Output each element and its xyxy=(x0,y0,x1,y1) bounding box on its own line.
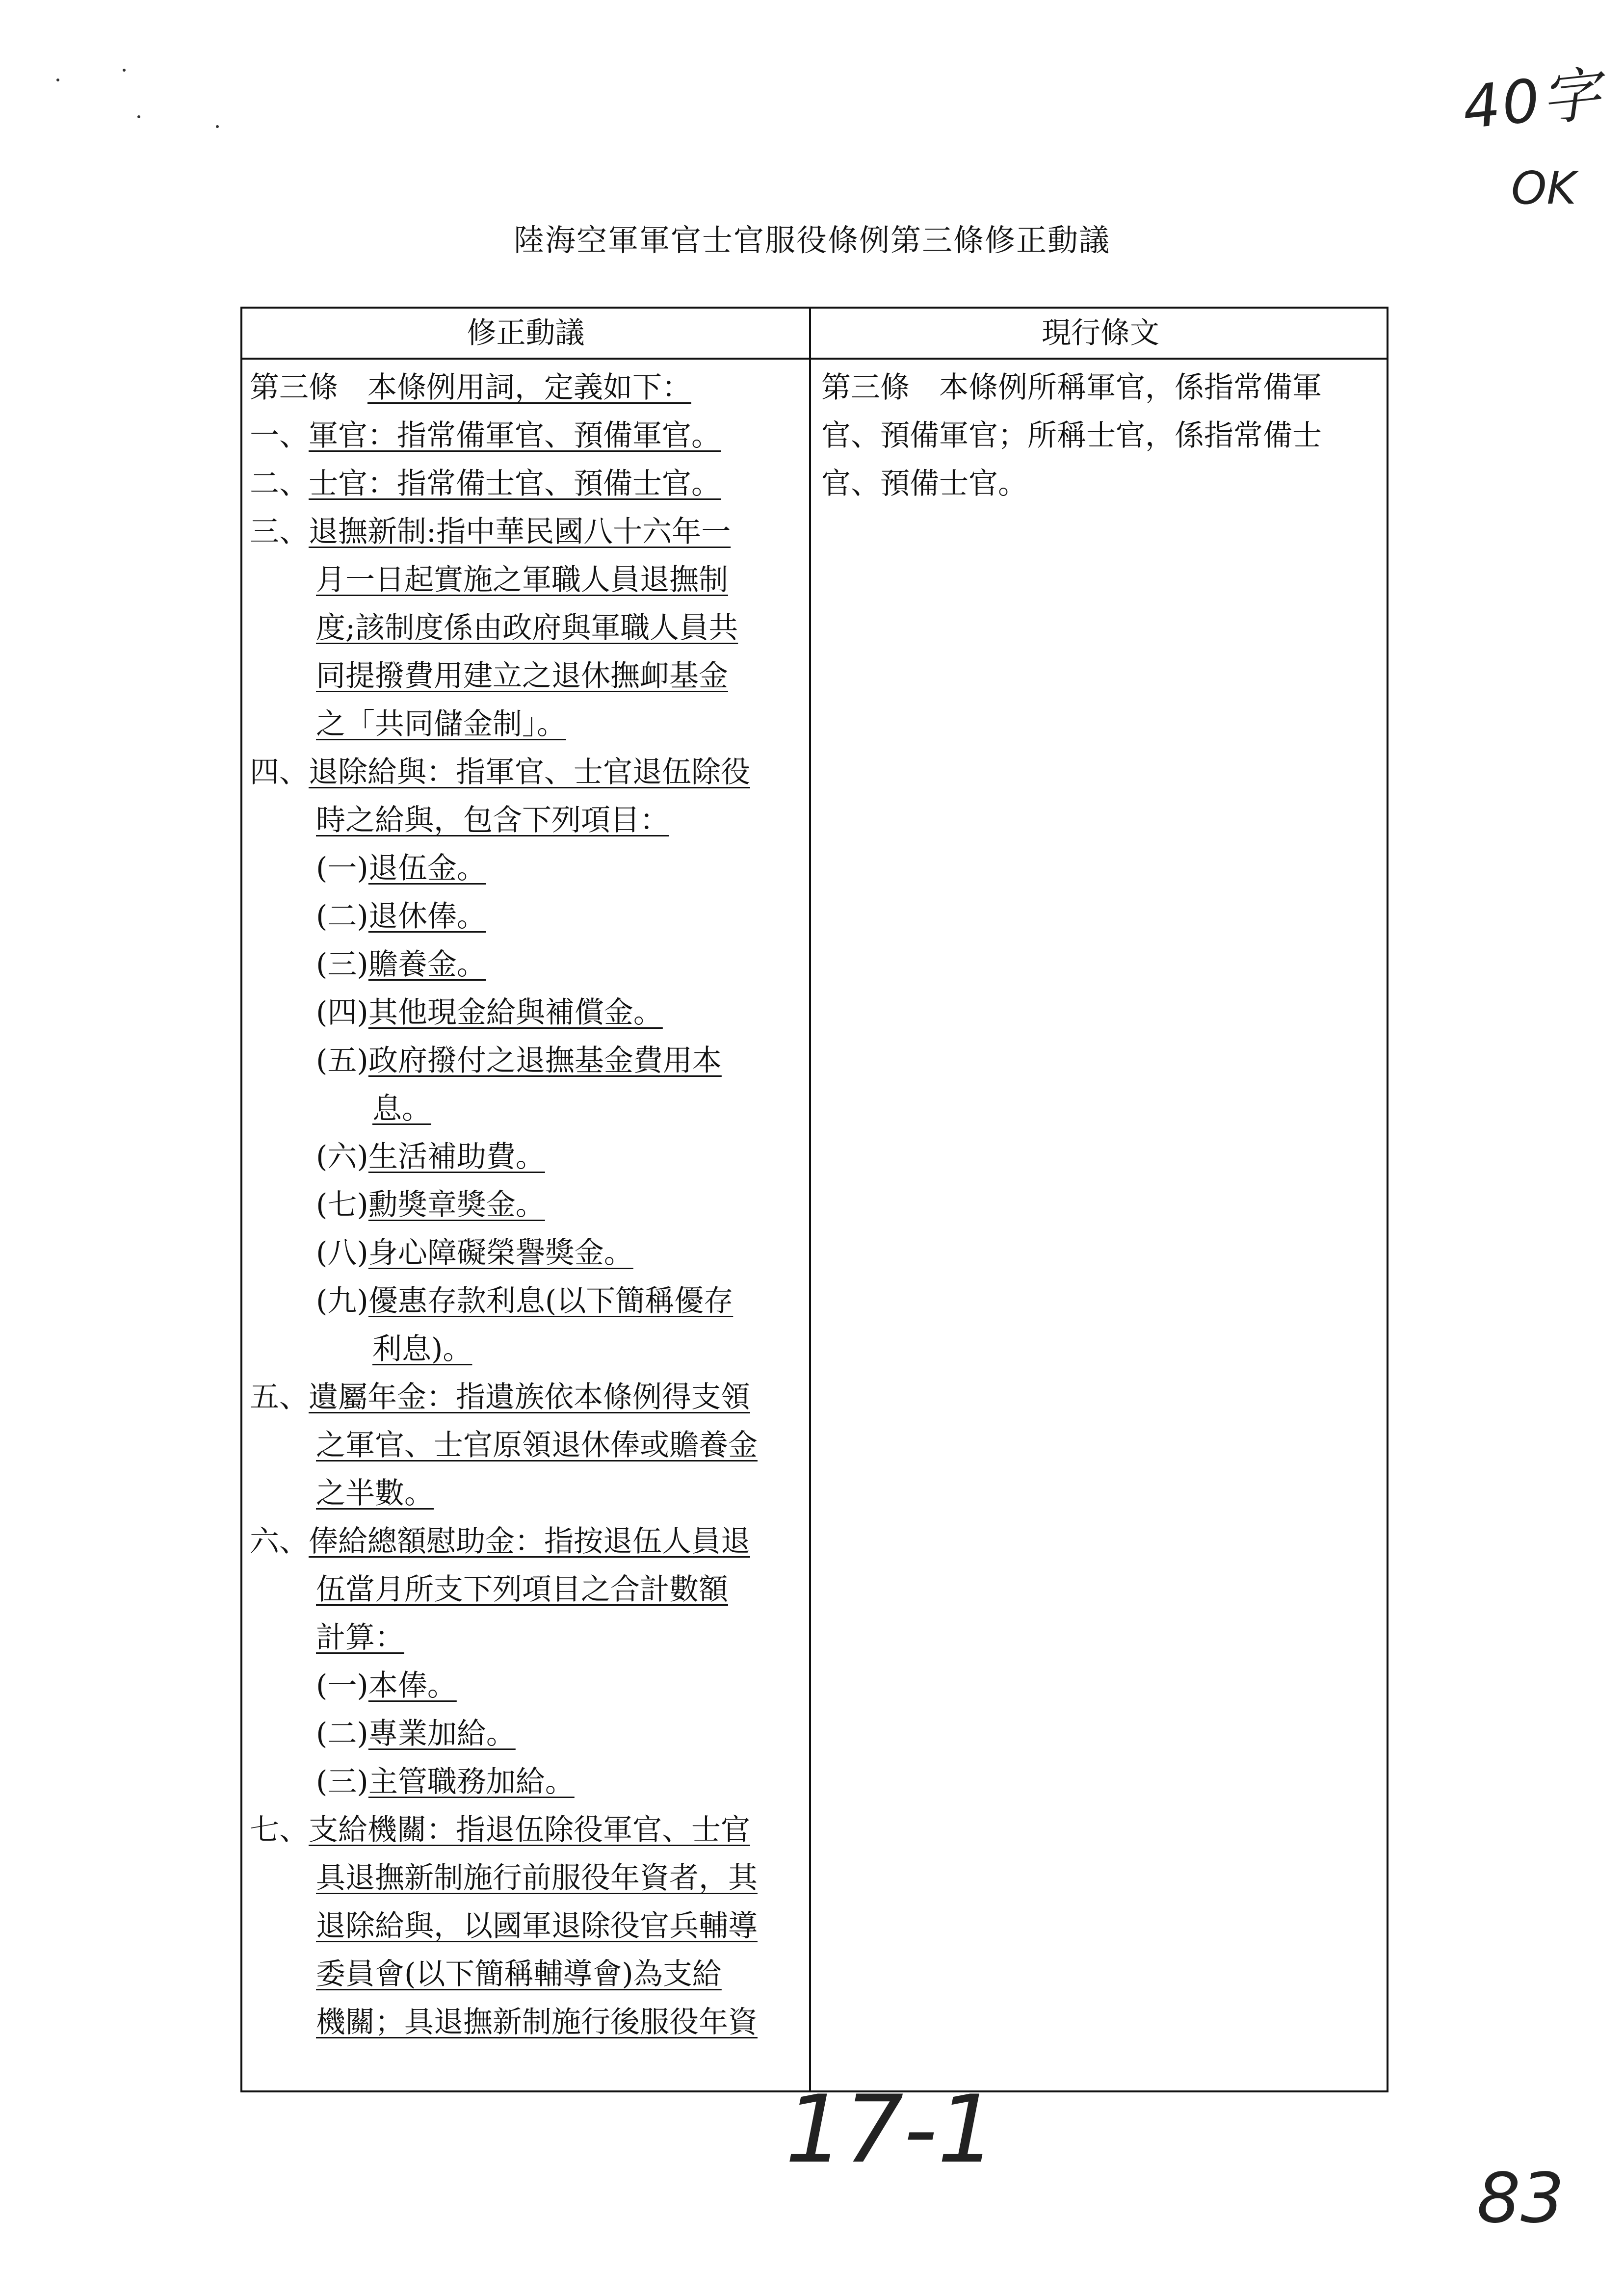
scan-speck xyxy=(56,78,59,81)
handwritten-note-word-count: 40字 xyxy=(1459,60,1606,143)
item-continuation: 退除給與，以國軍退除役官兵輔導 xyxy=(316,1909,758,1943)
scan-speck xyxy=(123,69,126,72)
current-article-label: 第三條 xyxy=(821,370,910,405)
subitem-line: (六)生活補助費。 xyxy=(316,1140,545,1174)
item-continuation: 具退撫新制施行前服役年資者，其 xyxy=(316,1861,758,1895)
subitem-continuation: 利息)。 xyxy=(372,1332,472,1366)
header-amendment: 修正動議 xyxy=(467,316,585,350)
article-label: 第三條 xyxy=(250,370,338,405)
subitem-line: (七)勳獎章獎金。 xyxy=(316,1188,545,1222)
item-continuation: 伍當月所支下列項目之合計數額 xyxy=(316,1572,728,1607)
amendment-column xyxy=(250,364,804,2046)
scan-speck xyxy=(216,125,219,128)
subitem-line: (三)主管職務加給。 xyxy=(316,1765,575,1799)
item-continuation: 時之給與，包含下列項目： xyxy=(316,803,669,837)
header-current-text: 現行條文 xyxy=(1042,316,1159,350)
item-line: 三、退撫新制:指中華民國八十六年一 xyxy=(250,515,731,549)
item-line: 五、遺屬年金：指遺族依本條例得支領 xyxy=(250,1380,750,1414)
table-header-divider xyxy=(242,358,1387,360)
item-line: 二、士官：指常備士官、預備士官。 xyxy=(250,467,721,501)
subitem-continuation: 息。 xyxy=(372,1092,431,1126)
subitem-line: (五)政府撥付之退撫基金費用本 xyxy=(316,1044,722,1078)
subitem-line: (一)退伍金。 xyxy=(316,851,486,886)
current-article-line: 官、預備士官。 xyxy=(821,467,1027,501)
current-text-column xyxy=(821,364,1371,508)
comparison-table xyxy=(240,307,1388,2092)
item-continuation: 同提撥費用建立之退休撫卹基金 xyxy=(316,659,728,693)
scan-speck xyxy=(137,115,140,118)
item-line: 四、退除給與：指軍官、士官退伍除役 xyxy=(250,755,750,789)
item-continuation: 機關；具退撫新制施行後服役年資 xyxy=(316,2005,758,2039)
subitem-line: (四)其他現金給與補償金。 xyxy=(316,995,663,1030)
item-continuation: 之「共同儲金制」。 xyxy=(316,707,566,741)
item-continuation: 委員會(以下簡稱輔導會)為支給 xyxy=(316,1957,722,1991)
item-line: 七、支給機關：指退伍除役軍官、士官 xyxy=(250,1813,750,1847)
item-continuation: 之軍官、士官原領退休俸或贍養金 xyxy=(316,1428,758,1462)
subitem-line: (八)身心障礙榮譽獎金。 xyxy=(316,1236,633,1270)
item-line: 一、軍官：指常備軍官、預備軍官。 xyxy=(250,418,721,453)
subitem-line: (二)專業加給。 xyxy=(316,1717,516,1751)
article-intro: 本條例用詞，定義如下： xyxy=(367,370,691,405)
item-continuation: 之半數。 xyxy=(316,1476,434,1511)
subitem-line: (二)退休俸。 xyxy=(316,899,486,934)
subitem-line: (三)贍養金。 xyxy=(316,947,486,982)
item-continuation: 度;該制度係由政府與軍職人員共 xyxy=(316,611,738,645)
item-continuation: 月一日起實施之軍職人員退撫制 xyxy=(316,563,728,597)
item-line: 六、俸給總額慰助金：指按退伍人員退 xyxy=(250,1524,750,1559)
handwritten-page-label: 17-1 xyxy=(785,2075,997,2184)
handwritten-page-number: 83 xyxy=(1477,2159,1565,2239)
subitem-line: (九)優惠存款利息(以下簡稱優存 xyxy=(316,1284,733,1318)
subitem-line: (一)本俸。 xyxy=(316,1669,457,1703)
article-heading xyxy=(250,364,804,412)
handwritten-note-ok: OK xyxy=(1511,162,1576,214)
item-continuation: 計算： xyxy=(316,1620,404,1655)
document-title: 陸海空軍軍官士官服役條例第三條修正動議 xyxy=(513,222,1110,258)
current-article-line: 第三條 本條例所稱軍官，係指常備軍 xyxy=(821,364,1371,412)
current-article-line: 官、預備軍官；所稱士官，係指常備士 xyxy=(821,418,1322,453)
table-column-divider xyxy=(809,309,811,2090)
